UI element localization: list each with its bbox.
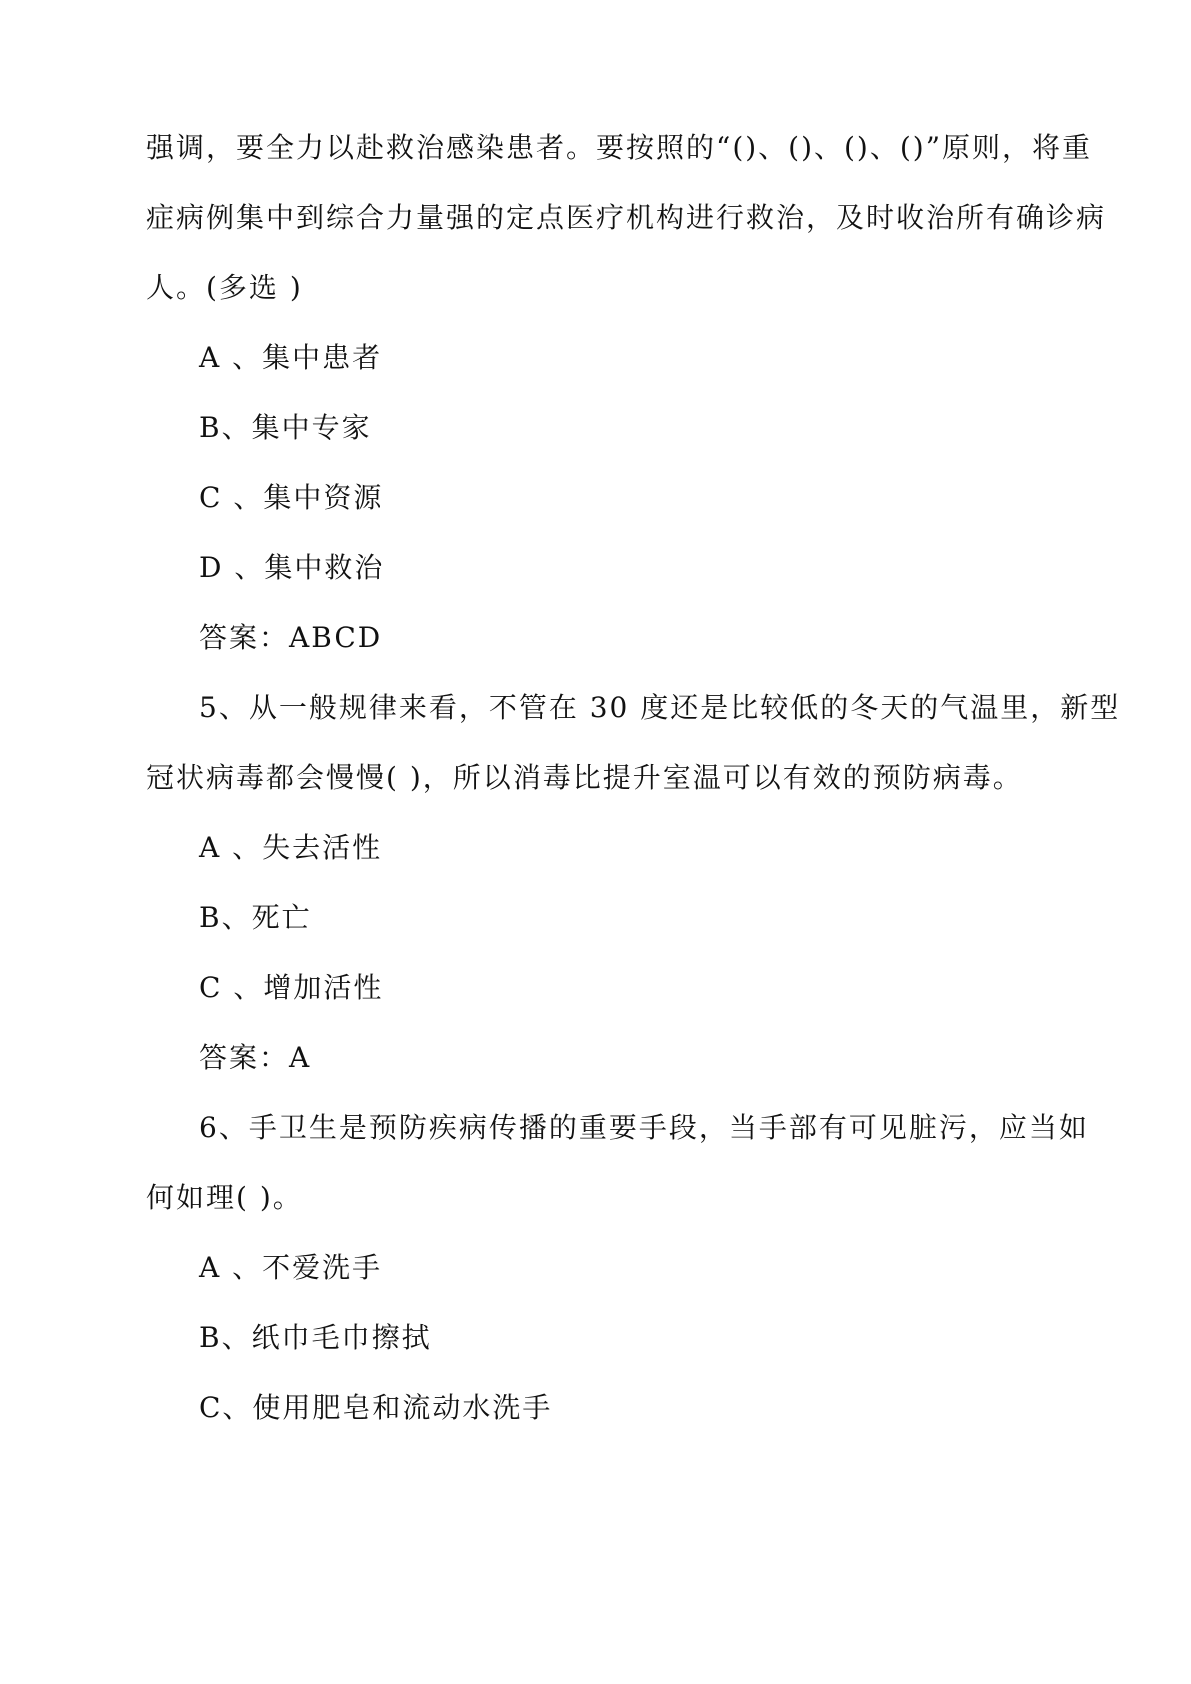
q5-stem-line-1: 5、从一般规律来看，不管在 30 度还是比较低的冬天的气温里，新型	[199, 691, 1121, 724]
q4-answer: 答案：ABCD	[199, 621, 383, 654]
q4-stem-line-1: 强调，要全力以赴救治感染患者。要按照的“()、()、()、()”原则，将重	[146, 131, 1093, 164]
q6-stem-line-2: 何如理( )。	[146, 1181, 303, 1214]
q6-option-b: B、纸巾毛巾擦拭	[199, 1321, 432, 1354]
q6-option-c: C、使用肥皂和流动水洗手	[199, 1391, 553, 1424]
q4-stem-line-2: 症病例集中到综合力量强的定点医疗机构进行救治，及时收治所有确诊病	[146, 201, 1107, 234]
q4-option-a: A 、集中患者	[199, 341, 383, 374]
q5-stem-line-2: 冠状病毒都会慢慢( )，所以消毒比提升室温可以有效的预防病毒。	[146, 761, 1023, 794]
q4-option-b: B、集中专家	[199, 411, 372, 444]
q4-stem-line-3: 人。(多选 )	[146, 271, 303, 304]
q6-stem-line-1: 6、手卫生是预防疾病传播的重要手段，当手部有可见脏污，应当如	[199, 1111, 1089, 1144]
q4-option-d: D 、集中救治	[199, 551, 385, 584]
q6-option-a: A 、不爱洗手	[199, 1251, 383, 1284]
q5-option-a: A 、失去活性	[199, 831, 383, 864]
q5-answer: 答案：A	[199, 1041, 312, 1074]
q5-option-c: C 、增加活性	[199, 971, 384, 1004]
q4-option-c: C 、集中资源	[199, 481, 384, 514]
q5-option-b: B、死亡	[199, 901, 312, 934]
